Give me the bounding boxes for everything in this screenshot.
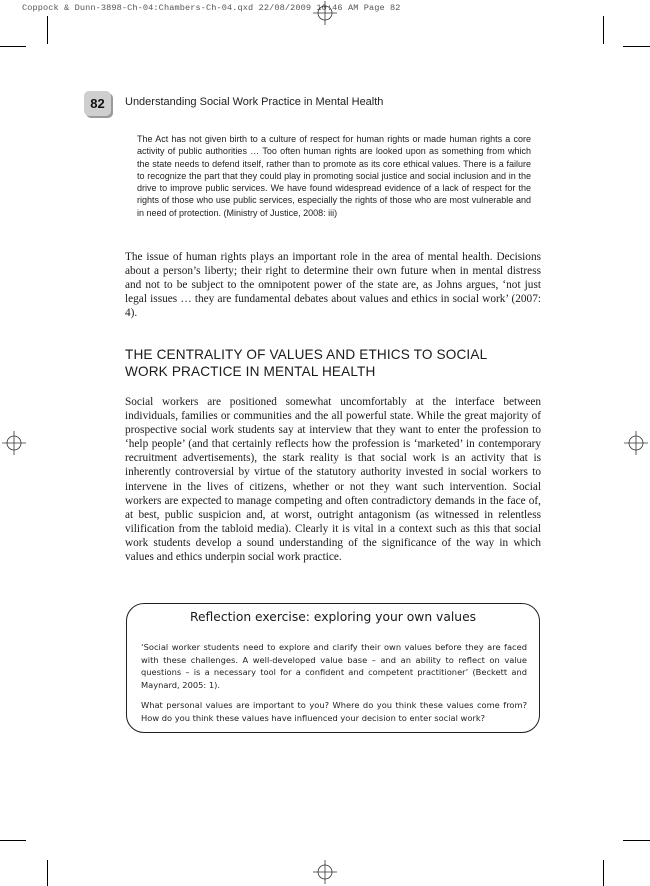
- crop-mark: [0, 840, 26, 841]
- reflection-quote: ‘Social worker students need to explore and clarify their own values before they are faced with these challenges. A well-developed value base – and an ability to reflect on value questions – is a necessary tool for a confident and competent practitioner’ (Beckett and Maynard, 2005: 1).: [141, 642, 527, 690]
- crop-mark: [603, 16, 604, 44]
- reflection-questions: What personal values are important to you? Where do you think these values come from? How do you think these values have influenced your decision to enter social work?: [141, 700, 527, 723]
- page-number-badge: 82: [84, 91, 111, 116]
- reflection-exercise-box: [126, 603, 540, 733]
- crop-mark: [47, 16, 48, 44]
- registration-mark-icon: [2, 431, 26, 455]
- crop-mark: [0, 46, 26, 47]
- section-heading-line: THE CENTRALITY OF VALUES AND ETHICS TO SOCIAL: [125, 347, 488, 362]
- block-quote: The Act has not given birth to a culture of respect for human rights or made human rights a core activity of public authorities … Too often human rights are looked upon as something from which the state needs to defend itself, rather than to promote as its core ethical values. There is a failure to recognize the part that they could play in promoting social justice and social inclusion and in the drive to improve public services. We have found widespread evidence of a lack of respect for the rights of those who use public services, especially the rights of those who are most vulnerable and in need of protection. (Ministry of Justice, 2008: iii): [137, 134, 531, 218]
- registration-mark-icon: [313, 1, 337, 25]
- section-heading: [125, 347, 525, 380]
- registration-mark-icon: [624, 431, 648, 455]
- registration-mark-icon: [313, 860, 337, 884]
- crop-mark: [623, 840, 650, 841]
- section-heading-line: WORK PRACTICE IN MENTAL HEALTH: [125, 363, 376, 379]
- crop-mark: [603, 860, 604, 886]
- reflection-exercise-title: Reflection exercise: exploring your own values: [189, 610, 477, 624]
- crop-mark: [47, 860, 48, 886]
- body-paragraph: The issue of human rights plays an important role in the area of mental health. Decisions about a person’s liberty; their right to determine their own future when in mental distress and not to be subject to the omnipotent power of the state are, as Johns argues, ‘not just legal issues … they are fundamental debates about values and ethics in social work’ (2007: 4).: [125, 251, 541, 320]
- print-slug: Coppock & Dunn-3898-Ch-04:Chambers-Ch-04.qxd 22/08/2009 10:46 AM Page 82: [22, 3, 401, 13]
- crop-mark: [623, 46, 650, 47]
- running-head: Understanding Social Work Practice in Mental Health: [125, 96, 384, 108]
- body-paragraph: Social workers are positioned somewhat uncomfortably at the interface between individuals, families or communities and the all powerful state. While the great majority of prospective social work students say at interview that they want to enter the profession to ‘help people’ (and that certainly reflects how the profession is ‘marketed’ in contemporary recruitment advertisements), the stark reality is that social work is an activity that is inherently controversial by virtue of the statutory authority invested in social workers to intervene in the lives of citizens, whether or not they want such intervention. Social workers are expected to manage competing and often contradictory demands in the face of, at best, public suspicion and, at worst, outright antagonism (as witnessed in relentless vilification from the tabloid media). Clearly it is vital in a context such as this that social work students develop a sound understanding of the significance of the way in which values and ethics underpin social work practice.: [125, 396, 541, 564]
